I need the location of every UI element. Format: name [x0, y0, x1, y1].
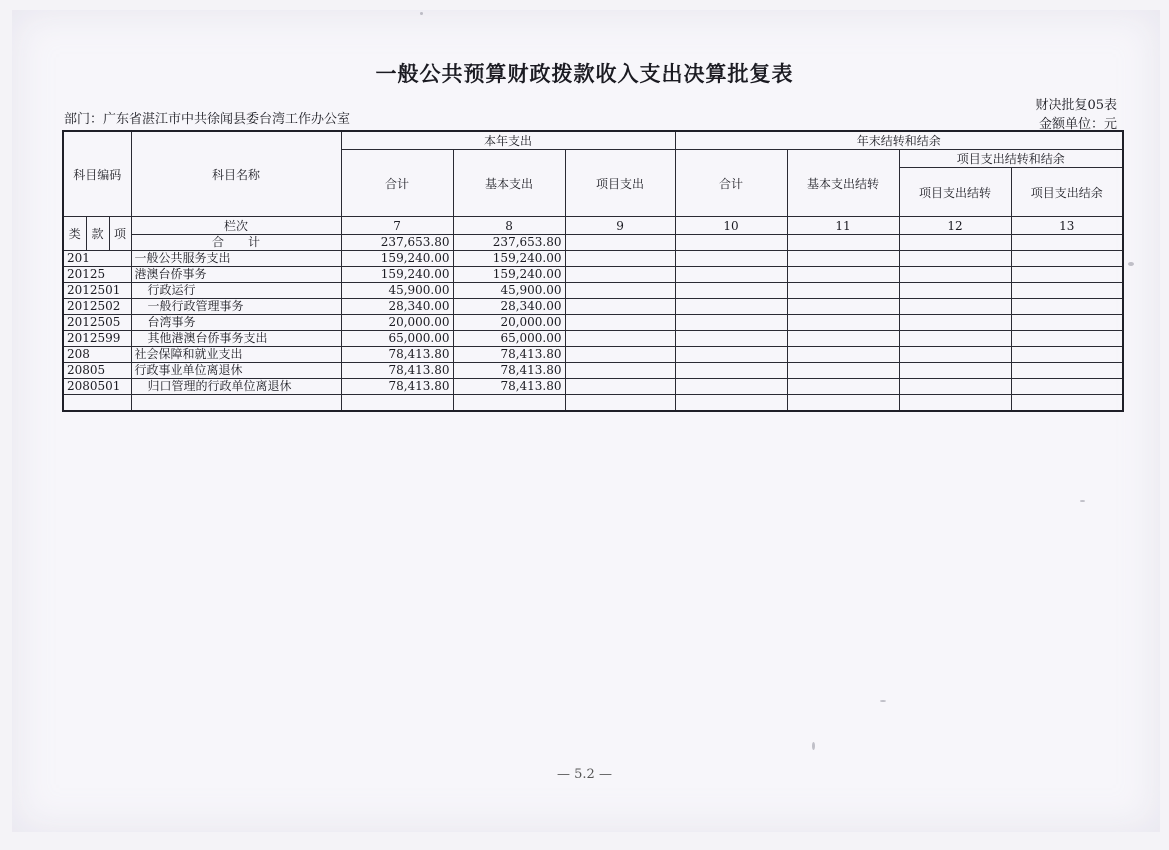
table-row: [63, 267, 1123, 283]
empty-cell: [675, 315, 787, 331]
department-label: 部门：广东省湛江市中共徐闻县委台湾工作办公室: [64, 112, 351, 127]
subject-code: 201: [63, 251, 131, 267]
empty-cell: [1011, 283, 1123, 299]
header-project-carry: 项目支出结转和结余: [899, 150, 1123, 168]
empty-cell: [1011, 267, 1123, 283]
empty-cell: [787, 379, 899, 395]
header-project: 项目支出: [565, 150, 675, 217]
table-row: [63, 283, 1123, 299]
subject-name: 港澳台侨事务: [131, 267, 341, 283]
empty-cell: [675, 267, 787, 283]
amount-basic: 20,000.00: [453, 315, 565, 331]
page-number: — 5.2 —: [557, 767, 612, 782]
amount-total: 78,413.80: [341, 363, 453, 379]
empty-cell: [565, 315, 675, 331]
header-subject-code: 科目编码: [63, 131, 131, 217]
header-basic-carry: 基本支出结转: [787, 150, 899, 217]
header-subject-name: 科目名称: [131, 131, 341, 217]
report-title: 一般公共预算财政拨款收入支出决算批复表: [375, 62, 794, 86]
amount-basic: 78,413.80: [453, 379, 565, 395]
column-number: 8: [453, 217, 565, 235]
header-project-carryover: 项目支出结转: [899, 168, 1011, 217]
subject-name: 一般公共服务支出: [131, 251, 341, 267]
empty-cell: [565, 283, 675, 299]
column-number: 11: [787, 217, 899, 235]
header-year-end: 年末结转和结余: [675, 131, 1123, 150]
empty-cell: [675, 379, 787, 395]
header-current-year: 本年支出: [341, 131, 675, 150]
table-row: [63, 331, 1123, 347]
subject-code: 208: [63, 347, 131, 363]
empty-cell: [787, 267, 899, 283]
amount-total: 65,000.00: [341, 331, 453, 347]
column-order-label: 栏次: [131, 217, 341, 235]
total-row-label: 合 计: [131, 235, 341, 251]
empty-cell: [565, 267, 675, 283]
scan-speck: [812, 742, 815, 750]
table-row: [63, 379, 1123, 395]
amount-total: 20,000.00: [341, 315, 453, 331]
empty-cell: [787, 251, 899, 267]
amount-basic: 159,240.00: [453, 267, 565, 283]
empty-cell: [1011, 379, 1123, 395]
column-number: 13: [1011, 217, 1123, 235]
empty-cell: [675, 299, 787, 315]
empty-cell: [787, 299, 899, 315]
empty-cell: [1011, 315, 1123, 331]
table-row: [63, 347, 1123, 363]
amount-basic: 159,240.00: [453, 251, 565, 267]
empty-cell: [565, 363, 675, 379]
empty-cell: [899, 331, 1011, 347]
column-number: 9: [565, 217, 675, 235]
column-number: 7: [341, 217, 453, 235]
subject-name: 社会保障和就业支出: [131, 347, 341, 363]
subject-code: 2012502: [63, 299, 131, 315]
budget-table: [62, 130, 1124, 412]
empty-cell: [899, 363, 1011, 379]
empty-cell: [899, 267, 1011, 283]
empty-cell: [675, 331, 787, 347]
empty-cell: [899, 283, 1011, 299]
amount-basic: 78,413.80: [453, 347, 565, 363]
subject-name: 行政运行: [131, 283, 341, 299]
header-lei: 类: [63, 217, 86, 251]
scan-speck: [420, 12, 423, 15]
empty-cell: [899, 379, 1011, 395]
empty-cell: [787, 347, 899, 363]
subject-name: 行政事业单位离退休: [131, 363, 341, 379]
amount-total: 159,240.00: [341, 251, 453, 267]
amount-total: 78,413.80: [341, 379, 453, 395]
empty-cell: [1011, 251, 1123, 267]
header-total-2: 合计: [675, 150, 787, 217]
table-row: [63, 251, 1123, 267]
subject-name: 台湾事务: [131, 315, 341, 331]
header-total: 合计: [341, 150, 453, 217]
table-row: [63, 363, 1123, 379]
empty-cell: [1011, 347, 1123, 363]
form-code: 财决批复05表: [1035, 98, 1117, 113]
subject-code: 20805: [63, 363, 131, 379]
scan-speck: [1080, 500, 1085, 502]
header-project-balance: 项目支出结余: [1011, 168, 1123, 217]
amount-basic: 45,900.00: [453, 283, 565, 299]
column-number: 12: [899, 217, 1011, 235]
subject-name: 其他港澳台侨事务支出: [131, 331, 341, 347]
empty-cell: [565, 331, 675, 347]
empty-cell: [1011, 331, 1123, 347]
subject-code: 2012599: [63, 331, 131, 347]
subject-code: 2012505: [63, 315, 131, 331]
header-xiang: 项: [109, 217, 131, 251]
empty-cell: [787, 363, 899, 379]
empty-cell: [675, 283, 787, 299]
subject-name: 归口管理的行政单位离退休: [131, 379, 341, 395]
table-row: [63, 299, 1123, 315]
amount-basic: 28,340.00: [453, 299, 565, 315]
blank-row: [63, 395, 1123, 412]
empty-cell: [675, 251, 787, 267]
empty-cell: [565, 379, 675, 395]
scan-speck: [880, 700, 886, 702]
empty-cell: [565, 347, 675, 363]
amount-total: 28,340.00: [341, 299, 453, 315]
empty-cell: [899, 315, 1011, 331]
subject-code: 2012501: [63, 283, 131, 299]
header-basic: 基本支出: [453, 150, 565, 217]
subject-code: 2080501: [63, 379, 131, 395]
amount-total: 45,900.00: [341, 283, 453, 299]
total-row-basic: 237,653.80: [453, 235, 565, 251]
total-row-total: 237,653.80: [341, 235, 453, 251]
header-kuan: 款: [86, 217, 109, 251]
table-row: [63, 315, 1123, 331]
empty-cell: [899, 347, 1011, 363]
column-number: 10: [675, 217, 787, 235]
empty-cell: [1011, 363, 1123, 379]
amount-basic: 65,000.00: [453, 331, 565, 347]
subject-name: 一般行政管理事务: [131, 299, 341, 315]
amount-total: 159,240.00: [341, 267, 453, 283]
subject-code: 20125: [63, 267, 131, 283]
empty-cell: [675, 363, 787, 379]
empty-cell: [675, 347, 787, 363]
amount-total: 78,413.80: [341, 347, 453, 363]
amount-basic: 78,413.80: [453, 363, 565, 379]
empty-cell: [899, 251, 1011, 267]
empty-cell: [787, 315, 899, 331]
empty-cell: [565, 299, 675, 315]
empty-cell: [787, 283, 899, 299]
empty-cell: [1011, 299, 1123, 315]
amount-unit: 金额单位：元: [1038, 117, 1117, 132]
empty-cell: [899, 299, 1011, 315]
scan-speck: [1128, 262, 1134, 266]
empty-cell: [787, 331, 899, 347]
empty-cell: [565, 251, 675, 267]
